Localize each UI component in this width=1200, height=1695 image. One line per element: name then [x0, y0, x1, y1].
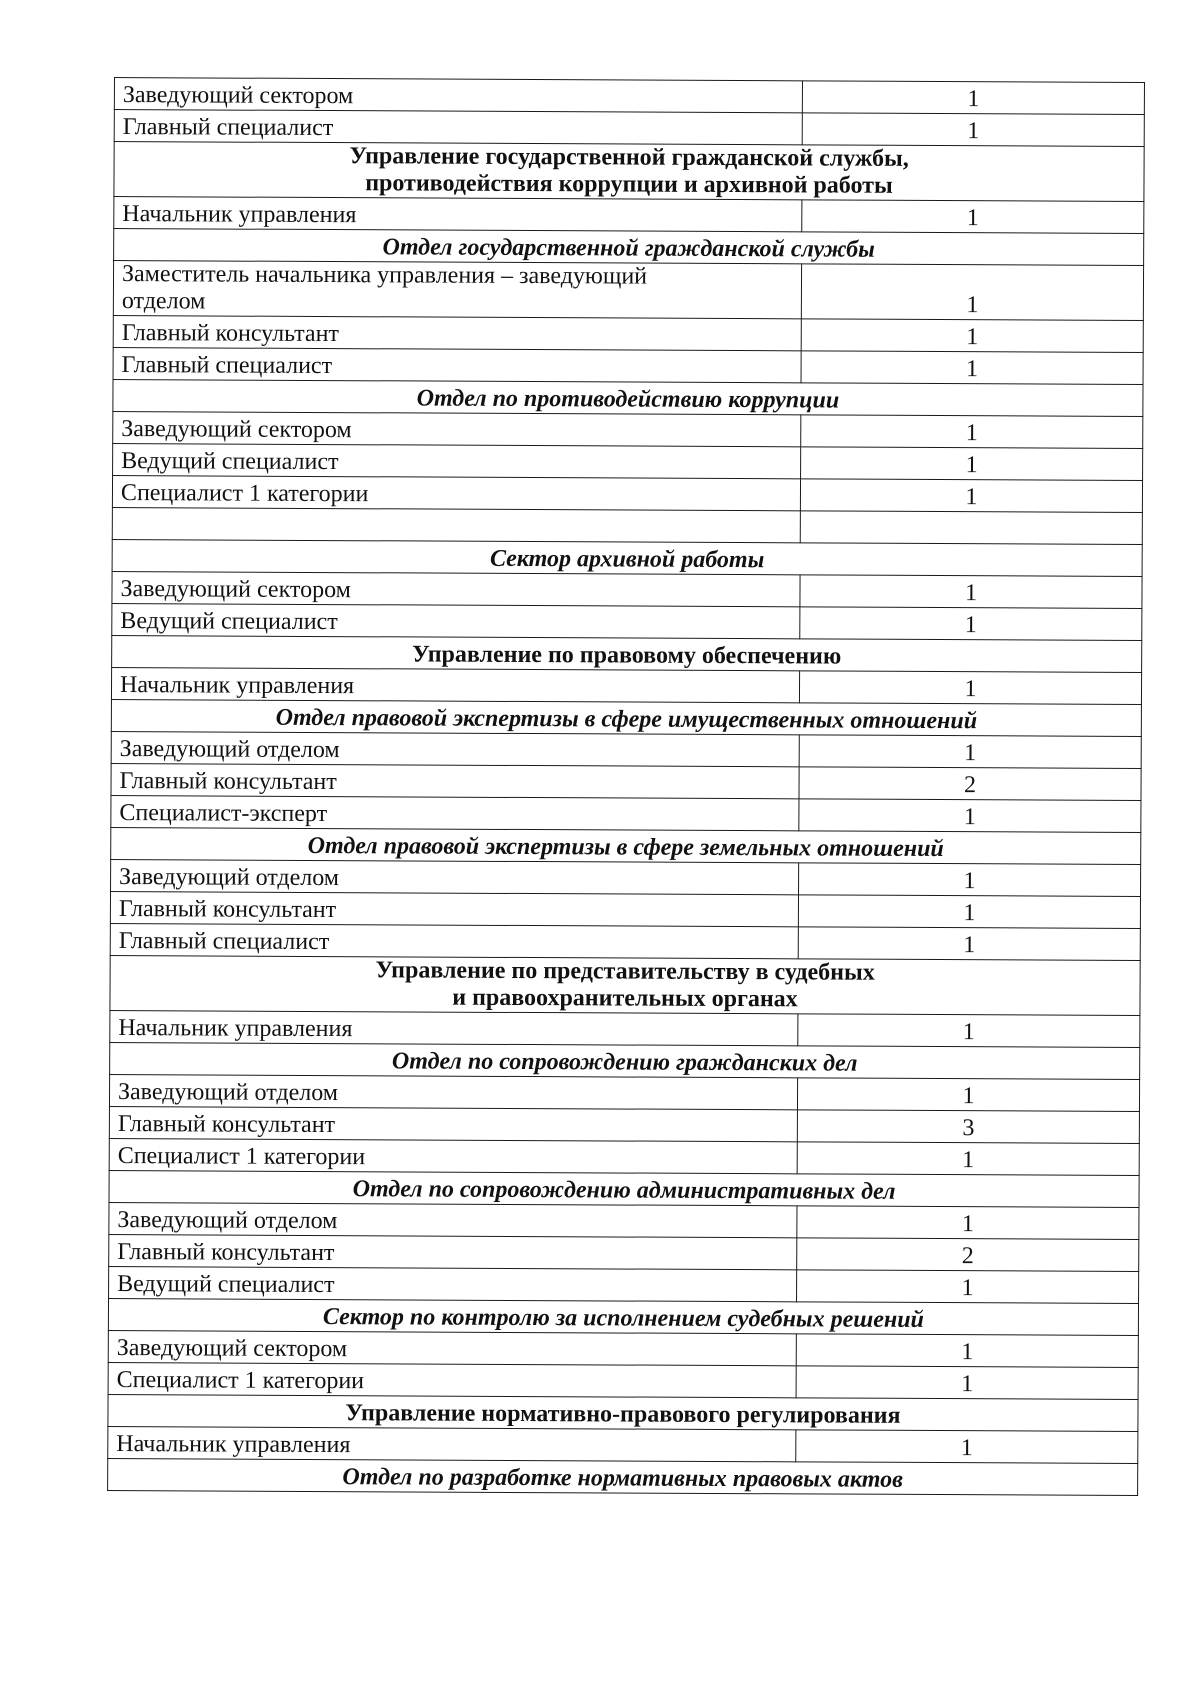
position-row: [111, 859, 1141, 896]
position-title: Заведующий отделом: [109, 1074, 797, 1109]
position-row: [111, 795, 1141, 832]
directorate-heading: [112, 635, 1142, 672]
department-heading: Отдел правовой экспертизы в сфере земельных отношений: [111, 827, 1141, 864]
position-title: Заведующий сектором: [113, 411, 801, 446]
directorate-heading-line: Управление по правовому обеспечению: [412, 641, 842, 670]
position-count: 1: [801, 319, 1143, 353]
position-count: 1: [800, 607, 1142, 641]
position-row: [109, 1266, 1139, 1303]
directorate-heading-row: [112, 635, 1142, 672]
directorate-heading: [110, 955, 1140, 1015]
position-count: 2: [797, 1238, 1139, 1272]
position-count: 1: [796, 1430, 1138, 1464]
position-title: [113, 261, 801, 319]
department-heading-row: [111, 827, 1141, 864]
position-count: 1: [796, 1366, 1138, 1400]
directorate-heading-line: и правоохранительных органах: [452, 984, 798, 1013]
position-title: Главный консультант: [110, 891, 798, 926]
position-row: [109, 1106, 1139, 1143]
position-count: 1: [802, 113, 1144, 147]
position-title: Специалист 1 категории: [112, 475, 800, 510]
position-row: [112, 571, 1142, 608]
position-row: [114, 78, 1144, 115]
department-heading: Сектор по контролю за исполнением судебных решений: [108, 1298, 1138, 1335]
position-title: Начальник управления: [114, 197, 802, 232]
position-row: [112, 475, 1142, 512]
position-count: 1: [801, 447, 1143, 481]
position-row: [111, 763, 1141, 800]
position-row: [110, 891, 1140, 928]
position-row: [113, 315, 1143, 352]
position-title: Главный специалист: [114, 110, 802, 145]
position-title: Главный консультант: [111, 763, 799, 798]
directorate-heading-line: Управление по представительству в судебных: [375, 957, 875, 986]
position-row: [110, 1010, 1140, 1047]
position-title: Главный консультант: [109, 1106, 797, 1141]
position-title: Заведующий отделом: [111, 731, 799, 766]
department-heading: Отдел по сопровождению гражданских дел: [110, 1042, 1140, 1079]
department-heading-row: [108, 1298, 1138, 1335]
department-heading: Сектор архивной работы: [112, 539, 1142, 576]
position-count: 1: [797, 1206, 1139, 1240]
position-row: [113, 443, 1143, 480]
position-title: Главный специалист: [110, 923, 798, 958]
position-title: Заведующий сектором: [112, 571, 800, 606]
position-row: [113, 261, 1143, 321]
position-row: [114, 197, 1144, 234]
position-count: 1: [799, 735, 1141, 769]
department-heading: Отдел государственной гражданской службы: [114, 229, 1144, 266]
position-row: [113, 347, 1143, 384]
position-count: 1: [796, 1334, 1138, 1368]
department-heading: Управление нормативно-правового регулирования: [108, 1394, 1138, 1431]
position-row: [109, 1138, 1139, 1175]
position-count: 3: [797, 1110, 1139, 1144]
department-heading: Отдел правовой экспертизы в сфере имущественных отношений: [111, 699, 1141, 736]
department-heading-row: [114, 229, 1144, 266]
position-title: Заведующий сектором: [114, 78, 802, 113]
position-title: Заведующий сектором: [108, 1330, 796, 1365]
position-count: 1: [797, 1078, 1139, 1112]
position-count: 1: [802, 81, 1144, 115]
position-row: [110, 923, 1140, 960]
position-count: 1: [801, 351, 1143, 385]
position-row: [114, 110, 1144, 147]
position-title: Специалист 1 категории: [109, 1138, 797, 1173]
directorate-heading-line: Управление государственной гражданской службы,: [349, 143, 909, 172]
position-title: Начальник управления: [108, 1426, 796, 1461]
department-heading-row: [108, 1458, 1138, 1495]
directorate-heading-row: [114, 142, 1144, 202]
directorate-heading-row: [110, 955, 1140, 1015]
department-heading-row: [108, 1394, 1138, 1431]
position-title: Заведующий отделом: [109, 1202, 797, 1237]
department-heading-row: [111, 699, 1141, 736]
position-count: 1: [798, 1014, 1140, 1048]
staff-table-body: [108, 78, 1145, 1496]
position-count: 1: [802, 200, 1144, 234]
department-heading: Отдел по разработке нормативных правовых актов: [108, 1458, 1138, 1495]
position-title: Начальник управления: [111, 667, 799, 702]
position-title: Заведующий отделом: [111, 859, 799, 894]
position-row: [111, 731, 1141, 768]
position-title: Специалист-эксперт: [111, 795, 799, 830]
department-heading: Отдел по противодействию коррупции: [113, 379, 1143, 416]
position-count: 1: [798, 895, 1140, 929]
position-count: 2: [799, 767, 1141, 801]
position-row: [109, 1234, 1139, 1271]
position-row: [113, 411, 1143, 448]
position-title: Ведущий специалист: [109, 1266, 797, 1301]
department-heading: Отдел по сопровождению административных дел: [109, 1170, 1139, 1207]
position-count: 1: [798, 927, 1140, 961]
position-count: 1: [799, 671, 1141, 705]
directorate-heading: [114, 142, 1144, 202]
position-title: Ведущий специалист: [112, 603, 800, 638]
position-title: Начальник управления: [110, 1010, 798, 1045]
empty-row: [112, 507, 1142, 544]
directorate-heading-line: противодействия коррупции и архивной работы: [365, 170, 893, 199]
empty-cell: [112, 507, 800, 542]
position-title: Ведущий специалист: [113, 443, 801, 478]
staff-table: [107, 77, 1145, 1496]
position-count: 1: [800, 575, 1142, 609]
position-row: [108, 1362, 1138, 1399]
position-count: 1: [799, 799, 1141, 833]
position-row: [109, 1202, 1139, 1239]
position-title: Главный консультант: [113, 315, 801, 350]
position-title-line: Заместитель начальника управления – заведующий: [121, 261, 648, 290]
department-heading-row: [112, 539, 1142, 576]
department-heading-row: [110, 1042, 1140, 1079]
position-row: [108, 1426, 1138, 1463]
department-heading-row: [113, 379, 1143, 416]
position-title: Главный консультант: [109, 1234, 797, 1269]
position-count: 1: [801, 264, 1143, 321]
position-title: Главный специалист: [113, 347, 801, 382]
empty-cell: [800, 511, 1142, 545]
position-title-line: отделом: [121, 288, 206, 315]
position-row: [108, 1330, 1138, 1367]
position-count: 1: [800, 479, 1142, 513]
position-count: 1: [799, 863, 1141, 897]
department-heading-row: [109, 1170, 1139, 1207]
position-row: [109, 1074, 1139, 1111]
position-row: [111, 667, 1141, 704]
position-title: Специалист 1 категории: [108, 1362, 796, 1397]
position-count: 1: [797, 1142, 1139, 1176]
position-count: 1: [797, 1270, 1139, 1304]
position-count: 1: [801, 415, 1143, 449]
position-row: [112, 603, 1142, 640]
